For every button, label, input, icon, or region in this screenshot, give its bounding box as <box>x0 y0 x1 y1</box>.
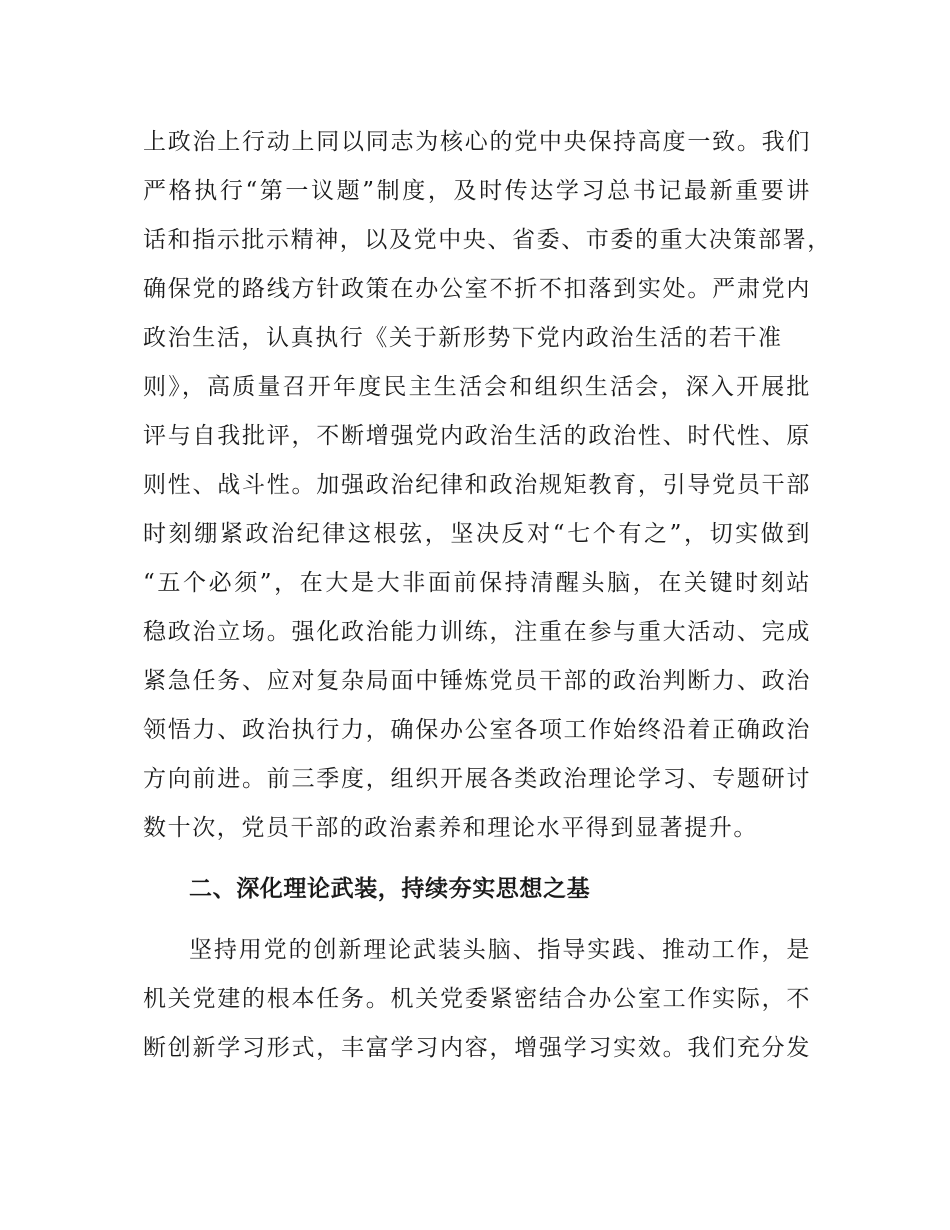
section-heading: 二、深化理论武装，持续夯实思想之基 <box>189 876 591 902</box>
paragraph-line: 断创新学习形式，丰富学习内容，增强学习实效。我们充分发 <box>143 1035 811 1061</box>
paragraph-line: 紧急任务、应对复杂局面中锤炼党员干部的政治判断力、政治 <box>143 668 811 694</box>
paragraph-line: 机关党建的根本任务。机关党委紧密结合办公室工作实际，不 <box>143 986 811 1012</box>
paragraph-line: 政治生活，认真执行《关于新形势下党内政治生活的若干准 <box>143 325 783 351</box>
paragraph-line: 数十次，党员干部的政治素养和理论水平得到显著提升。 <box>143 815 758 841</box>
paragraph-line: 话和指示批示精神，以及党中央、省委、市委的重大决策部署， <box>143 227 832 253</box>
paragraph-line: 严格执行“第一议题”制度，及时传达学习总书记最新重要讲 <box>143 178 811 204</box>
paragraph-line: 确保党的路线方针政策在办公室不折不扣落到实处。严肃党内 <box>143 276 811 302</box>
paragraph-line: 领悟力、政治执行力，确保办公室各项工作始终沿着正确政治 <box>143 717 811 743</box>
paragraph-line: 稳政治立场。强化政治能力训练，注重在参与重大活动、完成 <box>143 619 811 645</box>
paragraph-line: 方向前进。前三季度，组织开展各类政治理论学习、专题研讨 <box>143 766 811 792</box>
paragraph-line: 则》，高质量召开年度民主生活会和组织生活会，深入开展批 <box>143 374 811 400</box>
paragraph-line: 坚持用党的创新理论武装头脑、指导实践、推动工作，是 <box>189 937 811 963</box>
paragraph-line: 则性、战斗性。加强政治纪律和政治规矩教育，引导党员干部 <box>143 472 811 498</box>
paragraph-line: 时刻绷紧政治纪律这根弦，坚决反对“七个有之”，切实做到 <box>143 521 811 547</box>
paragraph-line: “五个必须”，在大是大非面前保持清醒头脑，在关键时刻站 <box>143 570 811 596</box>
paragraph-line: 评与自我批评，不断增强党内政治生活的政治性、时代性、原 <box>143 423 811 449</box>
paragraph-line: 上政治上行动上同以同志为核心的党中央保持高度一致。我们 <box>143 129 811 155</box>
document-body <box>143 118 832 1073</box>
